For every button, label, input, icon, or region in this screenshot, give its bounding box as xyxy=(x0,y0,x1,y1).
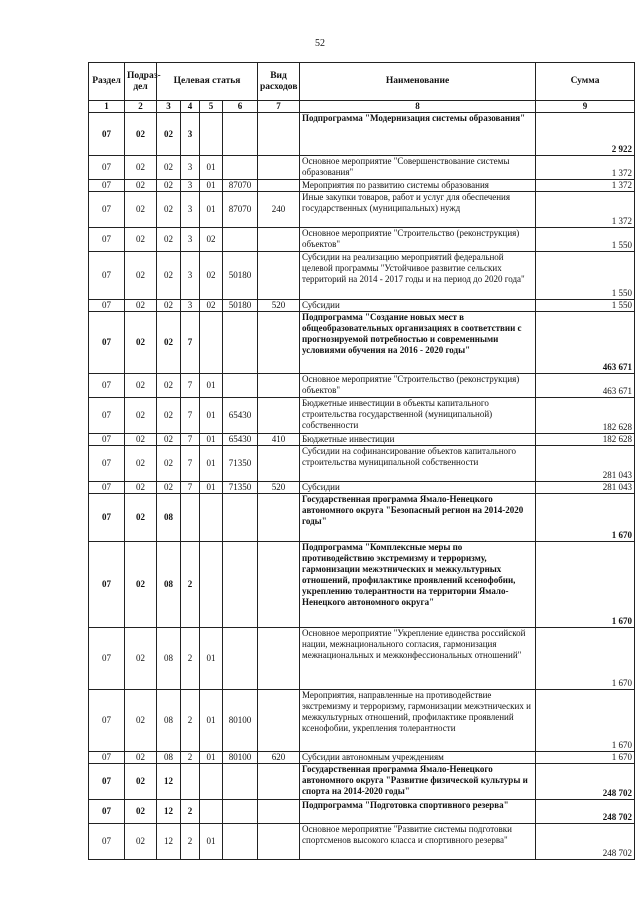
activity-code-cell: 02 xyxy=(200,300,223,312)
name-cell: Субсидии xyxy=(300,482,536,494)
table-row xyxy=(89,628,635,690)
sum-cell: 463 671 xyxy=(536,312,635,374)
header-celevaya-statya: Целевая статья xyxy=(157,63,258,101)
sum-cell: 1 670 xyxy=(536,690,635,752)
name-cell: Основное мероприятие "Строительство (реконструкция) объектов" xyxy=(300,228,536,252)
sum-cell: 1 372 xyxy=(536,180,635,192)
table-row xyxy=(89,690,635,752)
direction-code-cell: 87070 xyxy=(223,180,258,192)
razdel-cell: 07 xyxy=(89,374,125,398)
razdel-cell: 07 xyxy=(89,180,125,192)
sum-cell: 1 372 xyxy=(536,156,635,180)
razdel-cell: 07 xyxy=(89,482,125,494)
podrazdel-cell: 02 xyxy=(125,113,157,156)
activity-code-cell xyxy=(200,113,223,156)
header-summa: Сумма xyxy=(536,63,635,101)
column-number: 1 xyxy=(89,101,125,113)
column-number: 5 xyxy=(200,101,223,113)
column-number: 4 xyxy=(181,101,200,113)
direction-code-cell xyxy=(223,494,258,542)
razdel-cell: 07 xyxy=(89,628,125,690)
expense-type-cell xyxy=(258,628,300,690)
activity-code-cell: 02 xyxy=(200,252,223,300)
razdel-cell: 07 xyxy=(89,228,125,252)
program-code-cell: 02 xyxy=(157,446,181,482)
subprogram-code-cell: 3 xyxy=(181,180,200,192)
name-cell: Подпрограмма "Модернизация системы образования" xyxy=(300,113,536,156)
activity-code-cell xyxy=(200,312,223,374)
sum-cell: 248 702 xyxy=(536,824,635,860)
sum-cell: 248 702 xyxy=(536,764,635,800)
column-number: 6 xyxy=(223,101,258,113)
razdel-cell: 07 xyxy=(89,192,125,228)
subprogram-code-cell: 2 xyxy=(181,542,200,628)
table-row xyxy=(89,434,635,446)
sum-cell: 1 670 xyxy=(536,542,635,628)
expense-type-cell xyxy=(258,824,300,860)
header-vid-rashodov: Вид расходов xyxy=(258,63,300,101)
expense-type-cell xyxy=(258,542,300,628)
razdel-cell: 07 xyxy=(89,690,125,752)
direction-code-cell xyxy=(223,156,258,180)
podrazdel-cell: 02 xyxy=(125,374,157,398)
podrazdel-cell: 02 xyxy=(125,192,157,228)
program-code-cell: 08 xyxy=(157,628,181,690)
activity-code-cell: 01 xyxy=(200,192,223,228)
expense-type-cell xyxy=(258,252,300,300)
razdel-cell: 07 xyxy=(89,752,125,764)
program-code-cell: 02 xyxy=(157,228,181,252)
name-cell: Подпрограмма "Подготовка спортивного резерва" xyxy=(300,800,536,824)
program-code-cell: 08 xyxy=(157,542,181,628)
activity-code-cell: 01 xyxy=(200,180,223,192)
direction-code-cell: 50180 xyxy=(223,300,258,312)
name-cell: Субсидии на реализацию мероприятий федеральной целевой программы "Устойчивое развитие сельских территорий на 2014 - 2017 годы и на период до 2020 года" xyxy=(300,252,536,300)
table-row xyxy=(89,156,635,180)
subprogram-code-cell: 2 xyxy=(181,752,200,764)
name-cell: Субсидии на софинансирование объектов капитального строительства муниципальной собственности xyxy=(300,446,536,482)
expense-type-cell xyxy=(258,398,300,434)
subprogram-code-cell: 7 xyxy=(181,312,200,374)
table-row xyxy=(89,374,635,398)
subprogram-code-cell: 3 xyxy=(181,113,200,156)
header-row xyxy=(89,63,635,101)
program-code-cell: 02 xyxy=(157,252,181,300)
podrazdel-cell: 02 xyxy=(125,434,157,446)
podrazdel-cell: 02 xyxy=(125,398,157,434)
table-row xyxy=(89,398,635,434)
sum-cell: 1 670 xyxy=(536,494,635,542)
direction-code-cell xyxy=(223,628,258,690)
name-cell: Иные закупки товаров, работ и услуг для обеспечения государственных (муниципальных) нужд xyxy=(300,192,536,228)
activity-code-cell: 01 xyxy=(200,824,223,860)
program-code-cell: 02 xyxy=(157,300,181,312)
direction-code-cell: 80100 xyxy=(223,752,258,764)
name-cell: Основное мероприятие "Совершенствование системы образования" xyxy=(300,156,536,180)
podrazdel-cell: 02 xyxy=(125,312,157,374)
expense-type-cell xyxy=(258,113,300,156)
table-row xyxy=(89,752,635,764)
sum-cell: 463 671 xyxy=(536,374,635,398)
sum-cell: 182 628 xyxy=(536,398,635,434)
razdel-cell: 07 xyxy=(89,824,125,860)
table-row xyxy=(89,192,635,228)
podrazdel-cell: 02 xyxy=(125,800,157,824)
subprogram-code-cell: 7 xyxy=(181,374,200,398)
sum-cell: 1 670 xyxy=(536,628,635,690)
name-cell: Бюджетные инвестиции в объекты капитального строительства государственной (муниципальной) собственности xyxy=(300,398,536,434)
subprogram-code-cell: 3 xyxy=(181,228,200,252)
razdel-cell: 07 xyxy=(89,398,125,434)
direction-code-cell xyxy=(223,374,258,398)
activity-code-cell: 01 xyxy=(200,482,223,494)
direction-code-cell xyxy=(223,764,258,800)
program-code-cell: 02 xyxy=(157,192,181,228)
expense-type-cell xyxy=(258,800,300,824)
razdel-cell: 07 xyxy=(89,252,125,300)
expense-type-cell: 520 xyxy=(258,300,300,312)
activity-code-cell: 01 xyxy=(200,398,223,434)
program-code-cell: 02 xyxy=(157,398,181,434)
table-row xyxy=(89,494,635,542)
activity-code-cell: 01 xyxy=(200,434,223,446)
program-code-cell: 02 xyxy=(157,156,181,180)
subprogram-code-cell: 7 xyxy=(181,446,200,482)
column-number: 2 xyxy=(125,101,157,113)
sum-cell: 1 550 xyxy=(536,228,635,252)
direction-code-cell: 71350 xyxy=(223,446,258,482)
expense-type-cell xyxy=(258,312,300,374)
subprogram-code-cell: 7 xyxy=(181,398,200,434)
direction-code-cell: 80100 xyxy=(223,690,258,752)
subprogram-code-cell: 3 xyxy=(181,300,200,312)
program-code-cell: 12 xyxy=(157,824,181,860)
subprogram-code-cell: 3 xyxy=(181,192,200,228)
podrazdel-cell: 02 xyxy=(125,628,157,690)
activity-code-cell: 01 xyxy=(200,156,223,180)
table-row xyxy=(89,252,635,300)
activity-code-cell: 02 xyxy=(200,228,223,252)
table-row xyxy=(89,312,635,374)
name-cell: Государственная программа Ямало-Ненецкого автономного округа "Развитие физической культуры и спорта на 2014-2020 годы" xyxy=(300,764,536,800)
podrazdel-cell: 02 xyxy=(125,228,157,252)
direction-code-cell xyxy=(223,113,258,156)
subprogram-code-cell: 3 xyxy=(181,156,200,180)
program-code-cell: 02 xyxy=(157,482,181,494)
column-number: 9 xyxy=(536,101,635,113)
table-row xyxy=(89,764,635,800)
expense-type-cell xyxy=(258,446,300,482)
razdel-cell: 07 xyxy=(89,764,125,800)
podrazdel-cell: 02 xyxy=(125,300,157,312)
podrazdel-cell: 02 xyxy=(125,446,157,482)
expense-type-cell xyxy=(258,156,300,180)
table-row xyxy=(89,228,635,252)
expense-type-cell xyxy=(258,494,300,542)
program-code-cell: 02 xyxy=(157,374,181,398)
program-code-cell: 08 xyxy=(157,494,181,542)
column-number: 8 xyxy=(300,101,536,113)
activity-code-cell: 01 xyxy=(200,446,223,482)
subprogram-code-cell: 7 xyxy=(181,482,200,494)
expense-type-cell: 520 xyxy=(258,482,300,494)
name-cell: Основное мероприятие "Развитие системы подготовки спортсменов высокого класса и спортивного резерва" xyxy=(300,824,536,860)
page-number: 52 xyxy=(315,38,325,49)
table-row xyxy=(89,824,635,860)
expense-type-cell xyxy=(258,228,300,252)
direction-code-cell: 50180 xyxy=(223,252,258,300)
podrazdel-cell: 02 xyxy=(125,482,157,494)
program-code-cell: 12 xyxy=(157,764,181,800)
subprogram-code-cell: 2 xyxy=(181,800,200,824)
header-naimenovanie: Наименование xyxy=(300,63,536,101)
razdel-cell: 07 xyxy=(89,800,125,824)
podrazdel-cell: 02 xyxy=(125,824,157,860)
direction-code-cell xyxy=(223,228,258,252)
name-cell: Подпрограмма "Создание новых мест в общеобразовательных организациях в соответствии с прогнозируемой потребностью и современными условиями обучения на 2016 - 2020 годы" xyxy=(300,312,536,374)
sum-cell: 1 372 xyxy=(536,192,635,228)
table-row xyxy=(89,113,635,156)
podrazdel-cell: 02 xyxy=(125,764,157,800)
expense-type-cell xyxy=(258,374,300,398)
sum-cell: 1 550 xyxy=(536,252,635,300)
activity-code-cell xyxy=(200,494,223,542)
razdel-cell: 07 xyxy=(89,312,125,374)
name-cell: Бюджетные инвестиции xyxy=(300,434,536,446)
header-razdel: Раздел xyxy=(89,63,125,101)
direction-code-cell: 87070 xyxy=(223,192,258,228)
razdel-cell: 07 xyxy=(89,542,125,628)
name-cell: Мероприятия, направленные на противодействие экстремизму и терроризму, гармонизации межэтнических и межкультурных отношений, профилактике проявлений ксенофобии, укрепления толерантности xyxy=(300,690,536,752)
sum-cell: 281 043 xyxy=(536,446,635,482)
column-number-row xyxy=(89,101,635,113)
budget-table-body xyxy=(89,113,635,860)
column-number: 7 xyxy=(258,101,300,113)
podrazdel-cell: 02 xyxy=(125,542,157,628)
podrazdel-cell: 02 xyxy=(125,494,157,542)
activity-code-cell: 01 xyxy=(200,374,223,398)
program-code-cell: 12 xyxy=(157,800,181,824)
name-cell: Мероприятия по развитию системы образования xyxy=(300,180,536,192)
podrazdel-cell: 02 xyxy=(125,690,157,752)
subprogram-code-cell: 2 xyxy=(181,628,200,690)
sum-cell: 281 043 xyxy=(536,482,635,494)
podrazdel-cell: 02 xyxy=(125,752,157,764)
table-row xyxy=(89,542,635,628)
program-code-cell: 08 xyxy=(157,690,181,752)
name-cell: Основное мероприятие "Укрепление единства российской нации, межнационального согласия, гармонизация межнациональных и межконфессиональных отношений" xyxy=(300,628,536,690)
name-cell: Подпрограмма "Комплексные меры по противодействию экстремизму и терроризму, гармонизации межэтнических и межкультурных отношений, профилактике проявлений ксенофобии, укреплению толерантности на территории Ямало-Ненецкого автономного округа" xyxy=(300,542,536,628)
podrazdel-cell: 02 xyxy=(125,252,157,300)
activity-code-cell xyxy=(200,764,223,800)
sum-cell: 2 922 xyxy=(536,113,635,156)
direction-code-cell: 71350 xyxy=(223,482,258,494)
direction-code-cell: 65430 xyxy=(223,434,258,446)
direction-code-cell xyxy=(223,312,258,374)
razdel-cell: 07 xyxy=(89,156,125,180)
direction-code-cell xyxy=(223,542,258,628)
sum-cell: 1 550 xyxy=(536,300,635,312)
sum-cell: 1 670 xyxy=(536,752,635,764)
expense-type-cell: 240 xyxy=(258,192,300,228)
razdel-cell: 07 xyxy=(89,434,125,446)
sum-cell: 248 702 xyxy=(536,800,635,824)
budget-table xyxy=(88,62,635,860)
activity-code-cell: 01 xyxy=(200,628,223,690)
program-code-cell: 02 xyxy=(157,113,181,156)
razdel-cell: 07 xyxy=(89,300,125,312)
podrazdel-cell: 02 xyxy=(125,180,157,192)
name-cell: Субсидии автономным учреждениям xyxy=(300,752,536,764)
table-row xyxy=(89,300,635,312)
column-number: 3 xyxy=(157,101,181,113)
activity-code-cell xyxy=(200,800,223,824)
expense-type-cell xyxy=(258,690,300,752)
podrazdel-cell: 02 xyxy=(125,156,157,180)
expense-type-cell xyxy=(258,180,300,192)
subprogram-code-cell: 2 xyxy=(181,824,200,860)
table-row xyxy=(89,180,635,192)
name-cell: Основное мероприятие "Строительство (реконструкция) объектов" xyxy=(300,374,536,398)
subprogram-code-cell: 2 xyxy=(181,690,200,752)
activity-code-cell xyxy=(200,542,223,628)
table-row xyxy=(89,482,635,494)
subprogram-code-cell xyxy=(181,494,200,542)
activity-code-cell: 01 xyxy=(200,690,223,752)
subprogram-code-cell xyxy=(181,764,200,800)
table-row xyxy=(89,446,635,482)
header-podrazdel: Подраз-дел xyxy=(125,63,157,101)
subprogram-code-cell: 7 xyxy=(181,434,200,446)
activity-code-cell: 01 xyxy=(200,752,223,764)
direction-code-cell xyxy=(223,800,258,824)
name-cell: Субсидии xyxy=(300,300,536,312)
table-row xyxy=(89,800,635,824)
expense-type-cell: 620 xyxy=(258,752,300,764)
razdel-cell: 07 xyxy=(89,446,125,482)
direction-code-cell xyxy=(223,824,258,860)
name-cell: Государственная программа Ямало-Ненецкого автономного округа "Безопасный регион на 2014-2020 годы" xyxy=(300,494,536,542)
razdel-cell: 07 xyxy=(89,113,125,156)
direction-code-cell: 65430 xyxy=(223,398,258,434)
program-code-cell: 02 xyxy=(157,180,181,192)
sum-cell: 182 628 xyxy=(536,434,635,446)
expense-type-cell xyxy=(258,764,300,800)
expense-type-cell: 410 xyxy=(258,434,300,446)
program-code-cell: 02 xyxy=(157,312,181,374)
razdel-cell: 07 xyxy=(89,494,125,542)
subprogram-code-cell: 3 xyxy=(181,252,200,300)
program-code-cell: 08 xyxy=(157,752,181,764)
program-code-cell: 02 xyxy=(157,434,181,446)
